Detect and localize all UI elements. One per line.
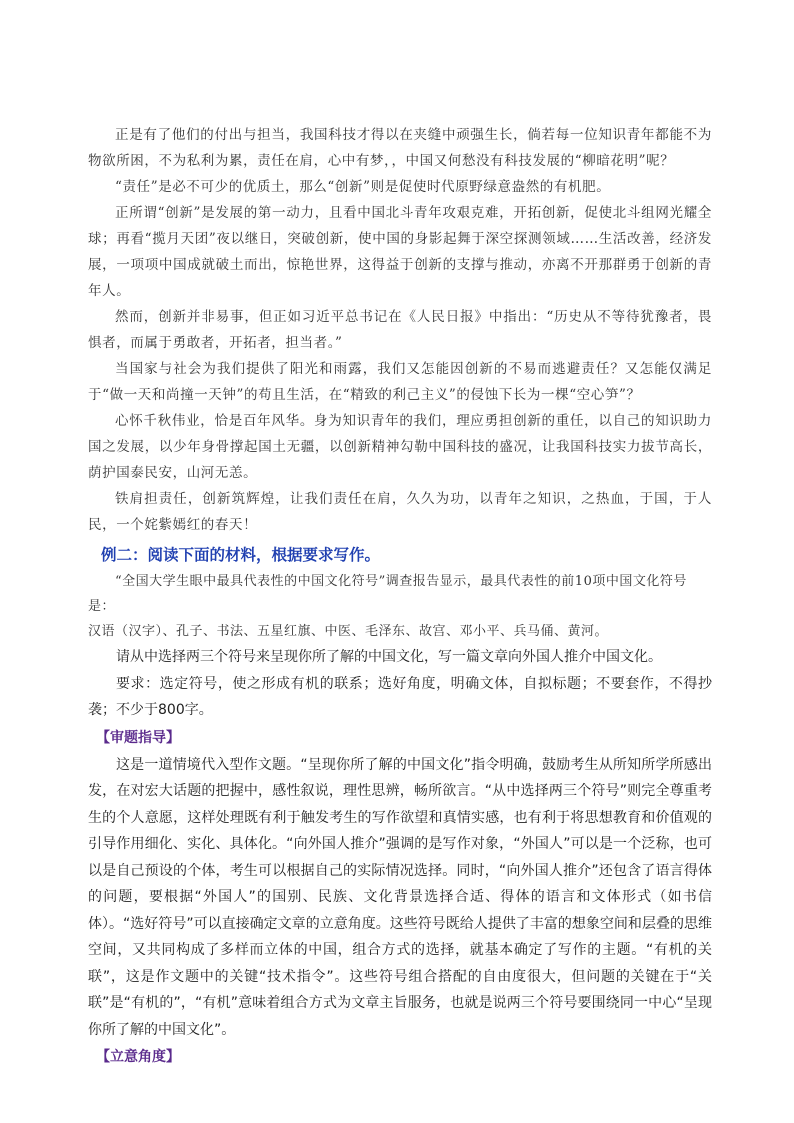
essay-paragraph: 然而，创新并非易事，但正如习近平总书记在《人民日报》中指出：“历史从不等待犹豫者，畏惧者，而属于勇敢者，开拓者，担当者。” — [88, 309, 712, 351]
page-content — [88, 122, 712, 1071]
survey-line-1: “全国大学生眼中最具代表性的中国文化符号”调查报告显示，最具代表性的前10项中国文化符号是： — [88, 574, 687, 614]
angle-heading: 【立意角度】 — [96, 1049, 180, 1065]
requirement-text: 要求：选定符号，使之形成有机的联系；选好角度，明确文体，自拟标题；不要套作，不得抄袭；不少于800字。 — [88, 675, 712, 718]
writing-prompt — [88, 644, 712, 724]
essay-paragraph: 心怀千秋伟业，恰是百年风华。身为知识青年的我们，理应勇担创新的重任，以自己的知识助力国之发展，以少年身骨撑起国土无疆，以创新精神勾勒中国科技的盛况，让我国科技实力拔节高长，荫护国泰民安，山河无恙。 — [88, 413, 712, 481]
essay-paragraph: 正是有了他们的付出与担当，我国科技才得以在夹缝中顽强生长，倘若每一位知识青年都能不为物欲所困，不为私利为累，责任在肩，心中有梦，，中国又何愁没有科技发展的“柳暗花明”呢？ — [88, 127, 712, 169]
essay-paragraph: 当国家与社会为我们提供了阳光和雨露，我们又怎能因创新的不易而逃避责任？又怎能仅满足于“做一天和尚撞一天钟”的苟且生活，在“精致的利己主义”的侵蚀下长为一棵“空心笋”？ — [88, 361, 712, 403]
guide-heading: 【审题指导】 — [96, 729, 180, 746]
model-essay — [88, 122, 712, 538]
survey-line-2: 汉语（汉字）、孔子、书法、五星红旗、中医、毛泽东、故宫、邓小平、兵马俑、黄河。 — [88, 624, 609, 639]
guide-text: 这是一道情境代入型作文题。“呈现你所了解的中国文化”指令明确，鼓励考生从所知所学所感出发，在对宏大话题的把握中，感性叙说，理性思辨，畅所欲言。“从中选择两三个符号”则完全尊重考生的个人意愿，这样处理既有利于触发考生的写作欲望和真情实感，也有利于将思想教育和价值观的引导作用细化、实化、具体化。“向外国人推介”强调的是写作对象，“外国人”可以是一个泛称，也可以是自己预设的个体，考生可以根据自己的实际情况选择。同时，“向外国人推介”还包含了语言得体的问题，要根据“外国人”的国别、民族、文化背景选择合适、得体的语言和文体形式（如书信体）。“选好符号”可以直接确定文章的立意角度。这些符号既给人提供了丰富的想象空间和层叠的思维空间，又共同构成了多样而立体的中国，组合方式的选择，就基本确定了写作的主题。“有机的关联”，这是作文题中的关键“技术指令”。这些符号组合搭配的自由度很大，但问题的关键在于“关联”是“有机的”，“有机”意味着组合方式为文章主旨服务，也就是说两三个符号要围绕同一中心“呈现你所了解的中国文化”。 — [88, 756, 712, 1038]
essay-paragraph: 正所谓“创新”是发展的第一动力，且看中国北斗青年攻艰克难，开拓创新，促使北斗组网光耀全球；再看“揽月天团”夜以继日，突破创新，使中国的身影起舞于深空探测领域……生活改善，经济发展，一项项中国成就破土而出，惊艳世界，这得益于创新的支撑与推动，亦离不开那群勇于创新的青年人。 — [88, 205, 712, 299]
instruction-text: 请从中选择两三个符号来呈现你所了解的中国文化，写一篇文章向外国人推介中国文化。 — [116, 649, 662, 665]
guide-section — [88, 752, 712, 1044]
essay-paragraph: “责任”是必不可少的优质土，那么“创新”则是促使时代原野绿意盎然的有机肥。 — [115, 179, 611, 195]
example-title: 例二：阅读下面的材料，根据要求写作。 — [101, 546, 381, 564]
essay-paragraph: 铁肩担责任，创新筑辉煌，让我们责任在肩，久久为功，以青年之知识，之热血，于国，于人民，一个姹紫嫣红的春天！ — [88, 491, 712, 533]
survey-material — [88, 569, 712, 644]
